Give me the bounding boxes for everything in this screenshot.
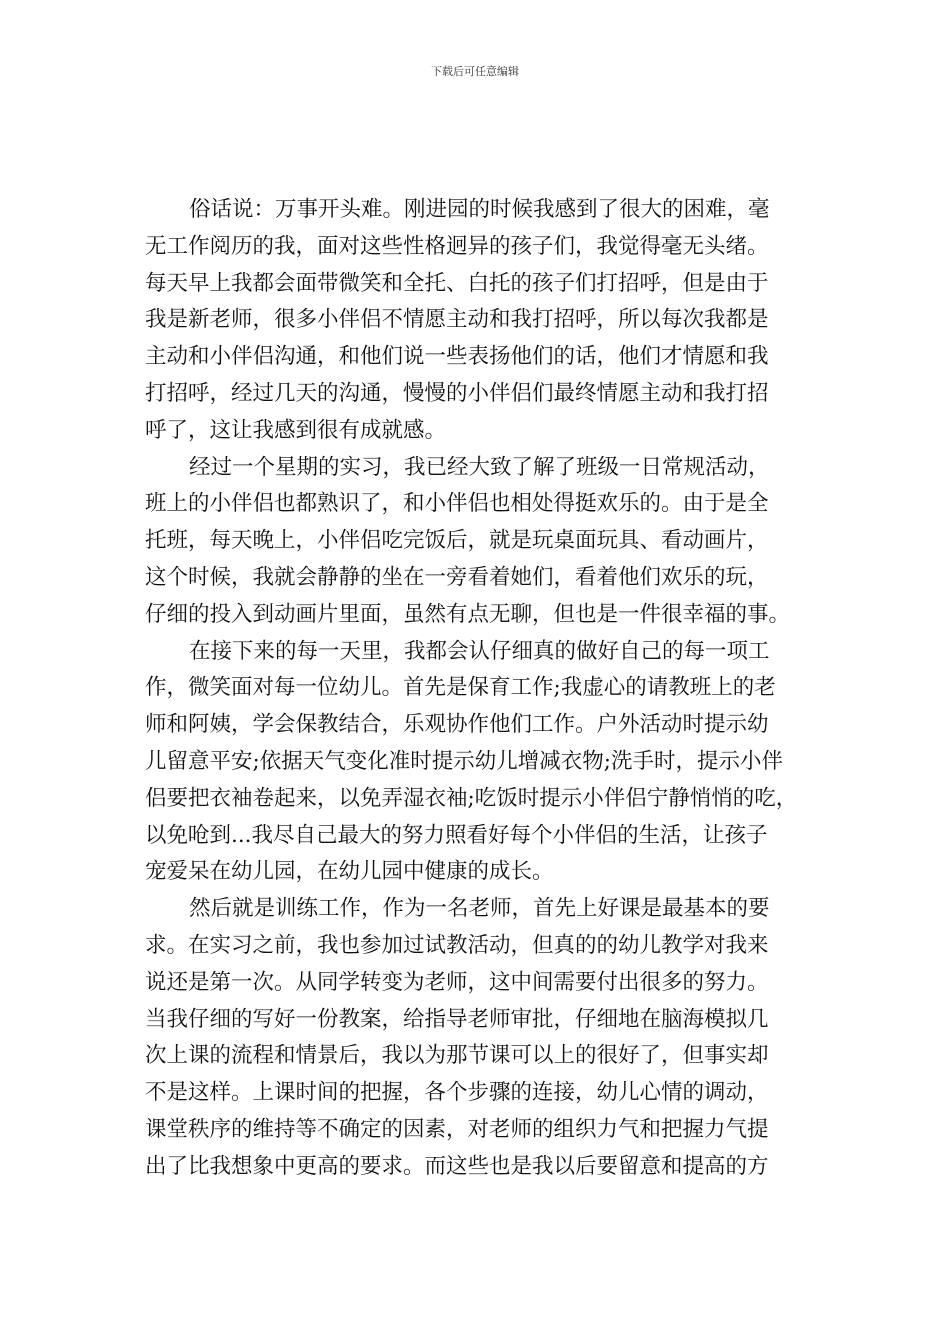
paragraph-line: 托班，每天晚上，小伴侣吃完饭后，就是玩桌面玩具、看动画片， — [145, 528, 769, 554]
paragraph-line: 每天早上我都会面带微笑和全托、白托的孩子们打招呼，但是由于 — [145, 270, 769, 296]
paragraph-line: 师和阿姨，学会保教结合，乐观协作他们工作。户外活动时提示幼 — [145, 712, 769, 738]
paragraph-line: 无工作阅历的我，面对这些性格迥异的孩子们，我觉得毫无头绪。 — [145, 233, 769, 259]
paragraph-line: 在接下来的每一天里，我都会认仔细真的做好自己的每一项工 — [189, 638, 770, 664]
paragraph-line: 次上课的流程和情景后，我以为那节课可以上的很好了，但事实却 — [145, 1043, 769, 1069]
paragraph-line: 以免呛到...我尽自己最大的努力照看好每个小伴侣的生活，让孩子 — [145, 822, 768, 848]
page-header: 下载后可任意编辑 — [431, 65, 519, 78]
paragraph-line: 儿留意平安;依据天气变化准时提示幼儿增减衣物;洗手时，提示小伴 — [145, 748, 783, 774]
paragraph-line: 不是这样。上课时间的把握，各个步骤的连接，幼儿心情的调动， — [145, 1080, 769, 1106]
paragraph-line: 课堂秩序的维持等不确定的因素，对老师的组织力气和把握力气提 — [145, 1116, 769, 1142]
paragraph-line: 仔细的投入到动画片里面，虽然有点无聊，但也是一件很幸福的事。 — [145, 601, 791, 627]
paragraph-line: 求。在实习之前，我也参加过试教活动，但真的的幼儿教学对我来 — [145, 932, 769, 958]
paragraph-line: 说还是第一次。从同学转变为老师，这中间需要付出很多的努力。 — [145, 969, 769, 995]
paragraph-line: 这个时候，我就会静静的坐在一旁看着她们，看着他们欢乐的玩， — [145, 564, 769, 590]
paragraph-line: 经过一个星期的实习，我已经大致了解了班级一日常规活动， — [189, 454, 770, 480]
paragraph-line: 然后就是训练工作，作为一名老师，首先上好课是最基本的要 — [189, 896, 770, 922]
paragraph-line: 呼了，这让我感到很有成就感。 — [145, 417, 447, 443]
document-body — [145, 192, 807, 1186]
paragraph-line: 班上的小伴侣也都熟识了，和小伴侣也相处得挺欢乐的。由于是全 — [145, 491, 769, 517]
paragraph-line: 作，微笑面对每一位幼儿。首先是保育工作;我虚心的请教班上的老 — [145, 675, 776, 701]
paragraph-line: 当我仔细的写好一份教案，给指导老师审批，仔细地在脑海模拟几 — [145, 1006, 769, 1032]
paragraph-line: 侣要把衣袖卷起来，以免弄湿衣袖;吃饭时提示小伴侣宁静悄悄的吃， — [145, 785, 798, 811]
paragraph-line: 出了比我想象中更高的要求。而这些也是我以后要留意和提高的方 — [145, 1153, 769, 1179]
paragraph-line: 俗话说：万事开头难。刚进园的时候我感到了很大的困难，毫 — [189, 197, 770, 222]
paragraph-line: 打招呼，经过几天的沟通，慢慢的小伴侣们最终情愿主动和我打招 — [145, 380, 769, 406]
paragraph-line: 我是新老师，很多小伴侣不情愿主动和我打招呼，所以每次我都是 — [145, 307, 769, 333]
paragraph-line: 主动和小伴侣沟通，和他们说一些表扬他们的话，他们才情愿和我 — [145, 344, 769, 370]
paragraph-line: 宠爱呆在幼儿园，在幼儿园中健康的成长。 — [145, 859, 554, 885]
